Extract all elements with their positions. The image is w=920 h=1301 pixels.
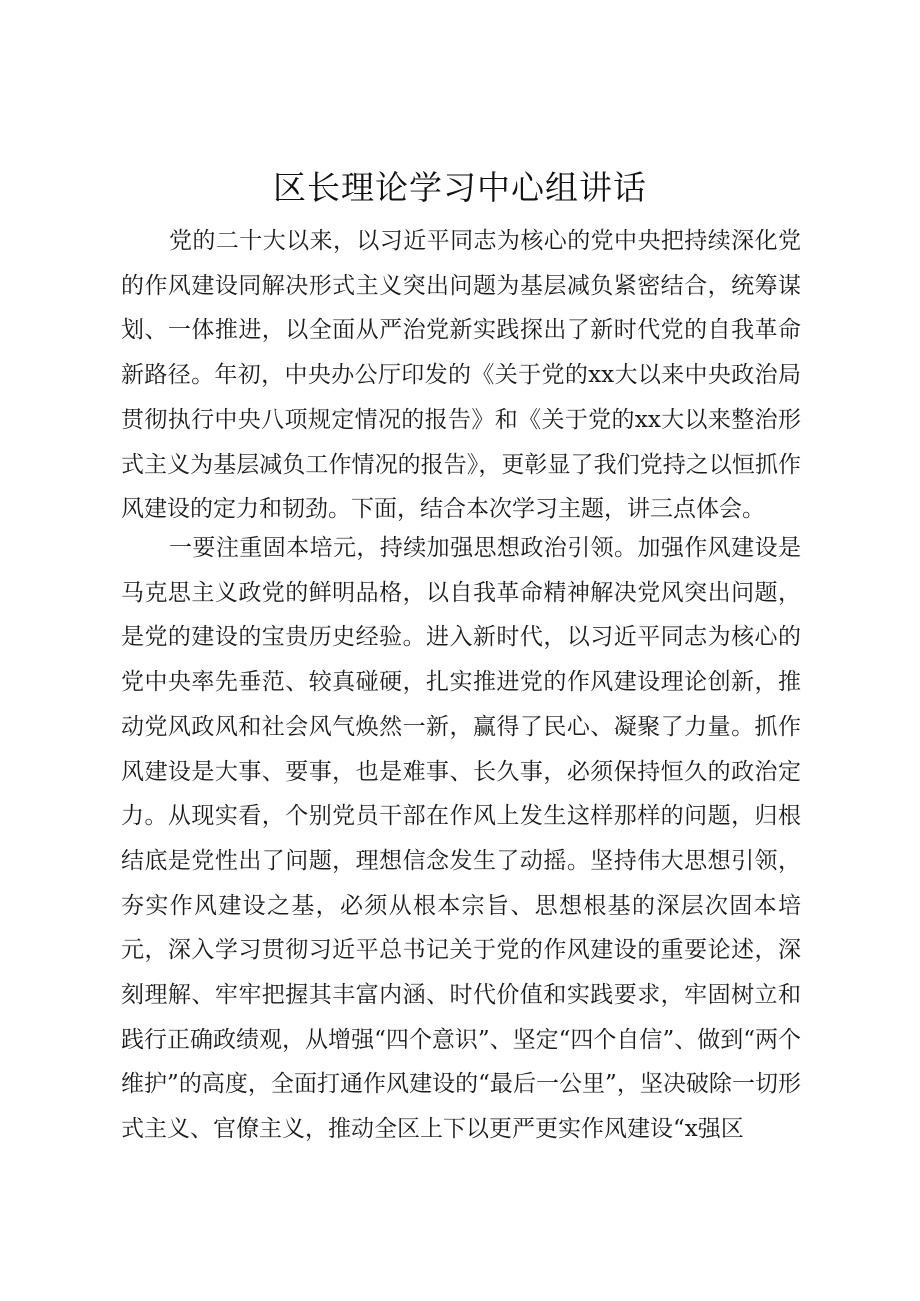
paragraph-intro: 党的二十大以来，以习近平同志为核心的党中央把持续深化党的作风建设同解决形式主义突出问题为基层减负紧密结合，统筹谋划、一体推进，以全面从严治党新实践探出了新时代党的自我革命新路径。年初，中央办公厅印发的《关于党的xx大以来中央政治局贯彻执行中央八项规定情况的报告》和《关于党的xx大以来整治形式主义为基层减负工作情况的报告》，更彰显了我们党持之以恒抓作风建设的定力和韧劲。下面，结合本次学习主题，讲三点体会。 <box>121 228 801 523</box>
document-title: 区长理论学习中心组讲话 <box>273 168 647 207</box>
paragraph-point-one: 一要注重固本培元，持续加强思想政治引领。加强作风建设是马克思主义政党的鲜明品格，以自我革命精神解决党风突出问题，是党的建设的宝贵历史经验。进入新时代，以习近平同志为核心的党中央率先垂范、较真碰硬，扎实推进党的作风建设理论创新，推动党风政风和社会风气焕然一新，赢得了民心、凝聚了力量。抓作风建设是大事、要事，也是难事、长久事，必须保持恒久的政治定力。从现实看，个别党员干部在作风上发生这样那样的问题，归根结底是党性出了问题，理想信念发生了动摇。坚持伟大思想引领，夯实作风建设之基，必须从根本宗旨、思想根基的深层次固本培元，深入学习贯彻习近平总书记关于党的作风建设的重要论述，深刻理解、牢牢把握其丰富内涵、时代价值和实践要求，牢固树立和践行正确政绩观，从增强“四个意识”、坚定“四个自信”、做到“两个维护”的高度，全面打通作风建设的“最后一公里”，坚决破除一切形式主义、官僚主义，推动全区上下以更严更实作风建设“x强区 <box>121 535 801 1143</box>
